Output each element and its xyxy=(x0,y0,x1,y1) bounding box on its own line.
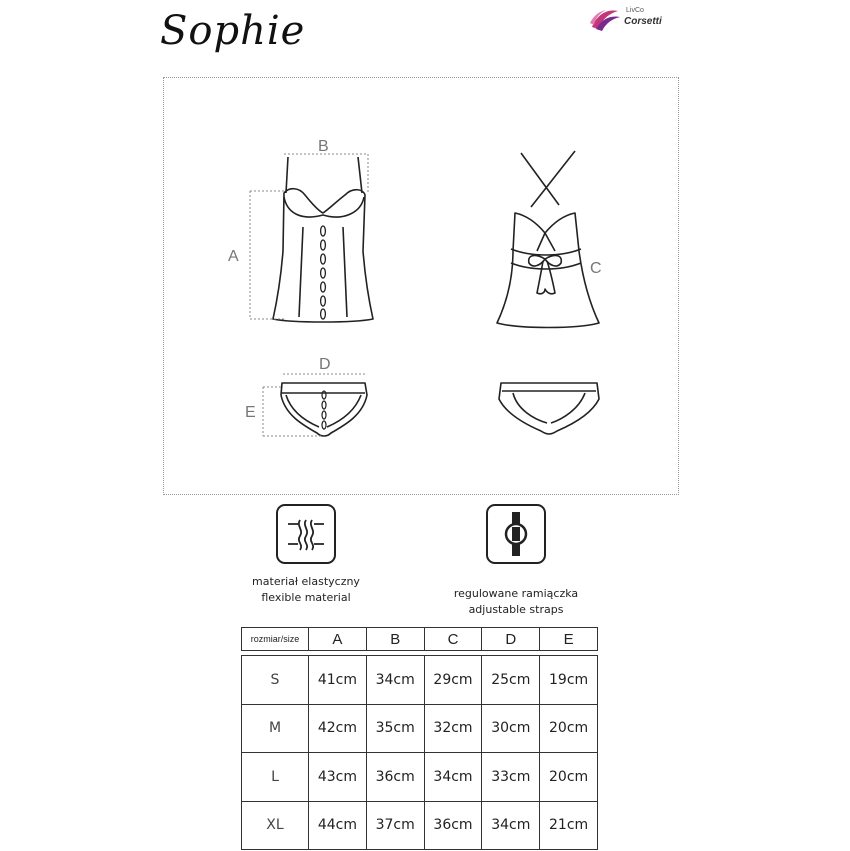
camisole-front-drawing xyxy=(273,157,373,322)
table-cell: 34cm xyxy=(482,801,540,850)
dimension-label-a: A xyxy=(228,248,239,265)
table-cell: 43cm xyxy=(309,753,367,802)
panties-back-drawing xyxy=(499,383,599,434)
size-table-header xyxy=(241,627,598,651)
table-cell: 32cm xyxy=(424,704,482,753)
feature-elastic-en: flexible material xyxy=(261,591,351,604)
table-row xyxy=(242,656,598,705)
feature-elastic-text xyxy=(226,574,386,606)
logo-brand-name: Corsetti xyxy=(624,16,662,27)
column-header: E xyxy=(540,628,598,651)
size-corner-label: rozmiar/size xyxy=(242,628,309,651)
dimension-label-b: B xyxy=(318,138,329,155)
table-cell: 30cm xyxy=(482,704,540,753)
camisole-back-drawing xyxy=(497,151,599,328)
table-cell: 44cm xyxy=(309,801,367,850)
feature-straps-en: adjustable straps xyxy=(468,603,564,616)
strap-adjuster-icon xyxy=(486,504,546,564)
dimension-label-e: E xyxy=(245,404,256,421)
table-cell: 37cm xyxy=(366,801,424,850)
table-cell: 42cm xyxy=(309,704,367,753)
column-header: C xyxy=(424,628,482,651)
table-row xyxy=(242,753,598,802)
size-table xyxy=(241,655,598,850)
table-cell: 25cm xyxy=(482,656,540,705)
table-cell: 36cm xyxy=(366,753,424,802)
dimension-label-d: D xyxy=(319,356,331,373)
column-header: A xyxy=(309,628,367,651)
table-row xyxy=(242,704,598,753)
table-cell: 34cm xyxy=(366,656,424,705)
size-label: XL xyxy=(242,801,309,850)
table-row xyxy=(242,801,598,850)
feature-elastic-pl: materiał elastyczny xyxy=(252,575,360,588)
feature-straps-text xyxy=(426,586,606,618)
table-cell: 36cm xyxy=(424,801,482,850)
table-cell: 21cm xyxy=(540,801,598,850)
size-label: M xyxy=(242,704,309,753)
logo-subtext: LivCo xyxy=(626,7,644,14)
table-cell: 34cm xyxy=(424,753,482,802)
table-cell: 29cm xyxy=(424,656,482,705)
product-title: Sophie xyxy=(160,8,306,54)
panties-front-drawing xyxy=(281,383,367,436)
dimension-label-c: C xyxy=(590,260,602,277)
garment-diagram xyxy=(163,77,679,495)
table-cell: 35cm xyxy=(366,704,424,753)
feature-straps-pl: regulowane ramiączka xyxy=(453,587,579,600)
size-label: S xyxy=(242,656,309,705)
table-cell: 41cm xyxy=(309,656,367,705)
elastic-waves-icon xyxy=(276,504,336,564)
column-header: B xyxy=(366,628,424,651)
size-label: L xyxy=(242,753,309,802)
table-cell: 19cm xyxy=(540,656,598,705)
column-header: D xyxy=(482,628,540,651)
table-cell: 20cm xyxy=(540,704,598,753)
table-cell: 33cm xyxy=(482,753,540,802)
table-cell: 20cm xyxy=(540,753,598,802)
